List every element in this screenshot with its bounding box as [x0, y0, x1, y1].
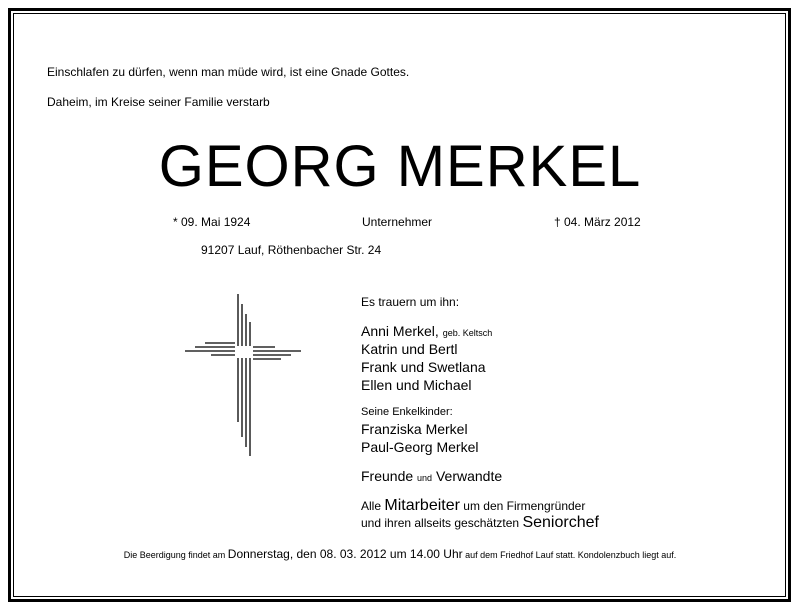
funeral-location: auf dem Friedhof Lauf statt. Kondolenzbuch liegt auf.	[465, 550, 677, 560]
mourner-family: Katrin und Bertl	[361, 341, 458, 357]
maiden-name-note: geb. Keltsch	[442, 328, 493, 338]
staff-esteemed: und ihren allseits geschätzten	[361, 516, 520, 530]
relatives-word: Verwandte	[435, 468, 503, 484]
mourners-heading: Es trauern um ihn:	[361, 295, 460, 309]
birth-date: * 09. Mai 1924	[173, 215, 251, 229]
intro-announcement: Daheim, im Kreise seiner Familie verstarb	[47, 95, 270, 109]
staff-word: Mitarbeiter	[384, 497, 460, 514]
cross-icon	[185, 292, 303, 458]
spouse-name: Anni Merkel,	[361, 323, 439, 339]
mourner-spouse	[361, 323, 492, 339]
grandchildren-heading: Seine Enkelkinder:	[361, 406, 453, 418]
death-date: † 04. März 2012	[554, 215, 641, 229]
funeral-date: Donnerstag, den 08. 03. 2012 um 14.00 Uhr	[227, 547, 463, 561]
friends-word: Freunde	[361, 468, 414, 484]
staff-line-2	[361, 514, 599, 532]
staff-founder: um den Firmengründer	[463, 499, 586, 513]
occupation: Unternehmer	[362, 215, 433, 229]
staff-line-1	[361, 497, 585, 515]
mourner-family: Frank und Swetlana	[361, 359, 486, 375]
mourner-family: Ellen und Michael	[361, 377, 472, 393]
funeral-notice	[0, 547, 800, 561]
friends-relatives	[361, 468, 502, 484]
intro-quote: Einschlafen zu dürfen, wenn man müde wird, ist eine Gnade Gottes.	[47, 65, 410, 79]
grandchild: Franziska Merkel	[361, 421, 468, 437]
grandchild: Paul-Georg Merkel	[361, 439, 479, 455]
and-word: und	[417, 473, 433, 483]
staff-all: Alle	[361, 499, 382, 513]
deceased-name: GEORG MERKEL	[158, 134, 642, 199]
senior-chief: Seniorchef	[522, 514, 599, 531]
funeral-notice-intro: Die Beerdigung findet am	[123, 550, 226, 560]
address: 91207 Lauf, Röthenbacher Str. 24	[201, 243, 382, 257]
